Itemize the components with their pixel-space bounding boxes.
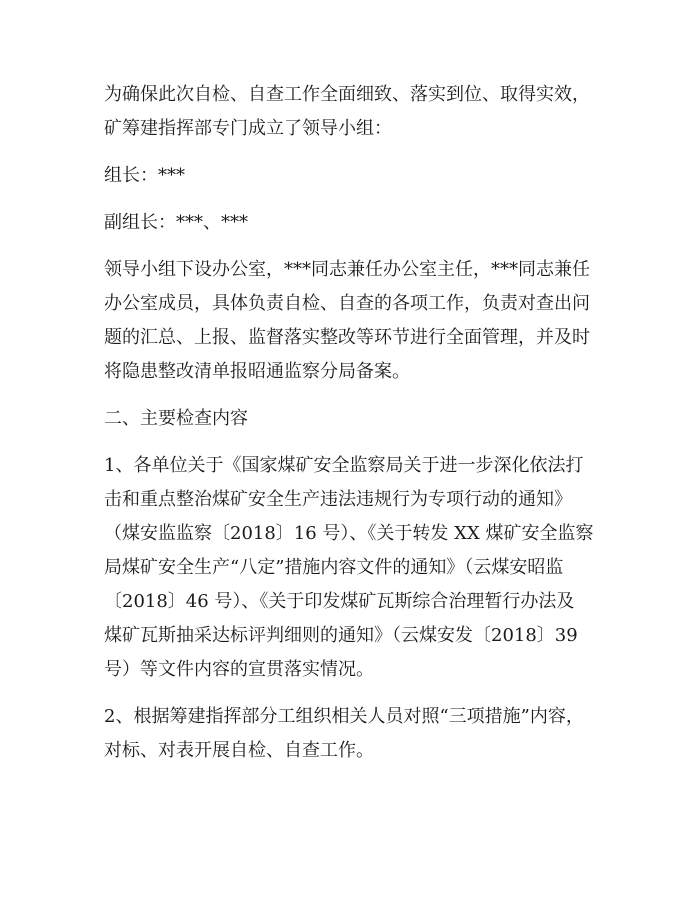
text-line: 1、各单位关于《国家煤矿安全监察局关于进一步深化依法打 — [104, 455, 584, 476]
text-line: 领导小组下设办公室，***同志兼任办公室主任，***同志兼任 — [104, 259, 590, 280]
text-line: 副组长：***、*** — [104, 212, 248, 233]
text-line: 〔2018〕46 号）、《关于印发煤矿瓦斯综合治理暂行办法及 — [104, 591, 575, 612]
text-line: 号）等文件内容的宣贯落实情况。 — [104, 659, 374, 680]
text-line: 对标、对表开展自检、自查工作。 — [104, 740, 374, 761]
text-line: 2、根据筹建指挥部分工组织相关人员对照“三项措施”内容， — [104, 706, 584, 727]
paragraph-item-1 — [104, 449, 624, 687]
document-body — [104, 78, 624, 781]
text-line: 办公室成员，具体负责自检、自查的各项工作，负责对查出问 — [104, 293, 590, 314]
text-line: 为确保此次自检、自查工作全面细致、落实到位、取得实效， — [104, 84, 590, 105]
text-line: （煤安监监察〔2018〕16 号）、《关于转发 XX 煤矿安全监察 — [104, 523, 594, 544]
text-line: 题的汇总、上报、监督落实整改等环节进行全面管理，并及时 — [104, 327, 590, 348]
text-line: 击和重点整治煤矿安全生产违法违规行为专项行动的通知》 — [104, 489, 572, 510]
text-line: 组长：*** — [104, 165, 185, 186]
paragraph-deputy-leader — [104, 206, 624, 240]
text-line: 煤矿瓦斯抽采达标评判细则的通知》（云煤安发〔2018〕39 — [104, 625, 578, 646]
text-line: 局煤矿安全生产“八定”措施内容文件的通知》（云煤安昭监 — [104, 557, 564, 578]
text-line: 矿筹建指挥部专门成立了领导小组： — [104, 118, 392, 139]
section-heading-inspection-content — [104, 402, 624, 436]
section-heading: 二、主要检查内容 — [104, 408, 248, 429]
paragraph-office-setup — [104, 253, 624, 389]
paragraph-leadership-intro — [104, 78, 624, 146]
paragraph-item-2 — [104, 700, 624, 768]
paragraph-group-leader — [104, 159, 624, 193]
text-line: 将隐患整改清单报昭通监察分局备案。 — [104, 361, 410, 382]
